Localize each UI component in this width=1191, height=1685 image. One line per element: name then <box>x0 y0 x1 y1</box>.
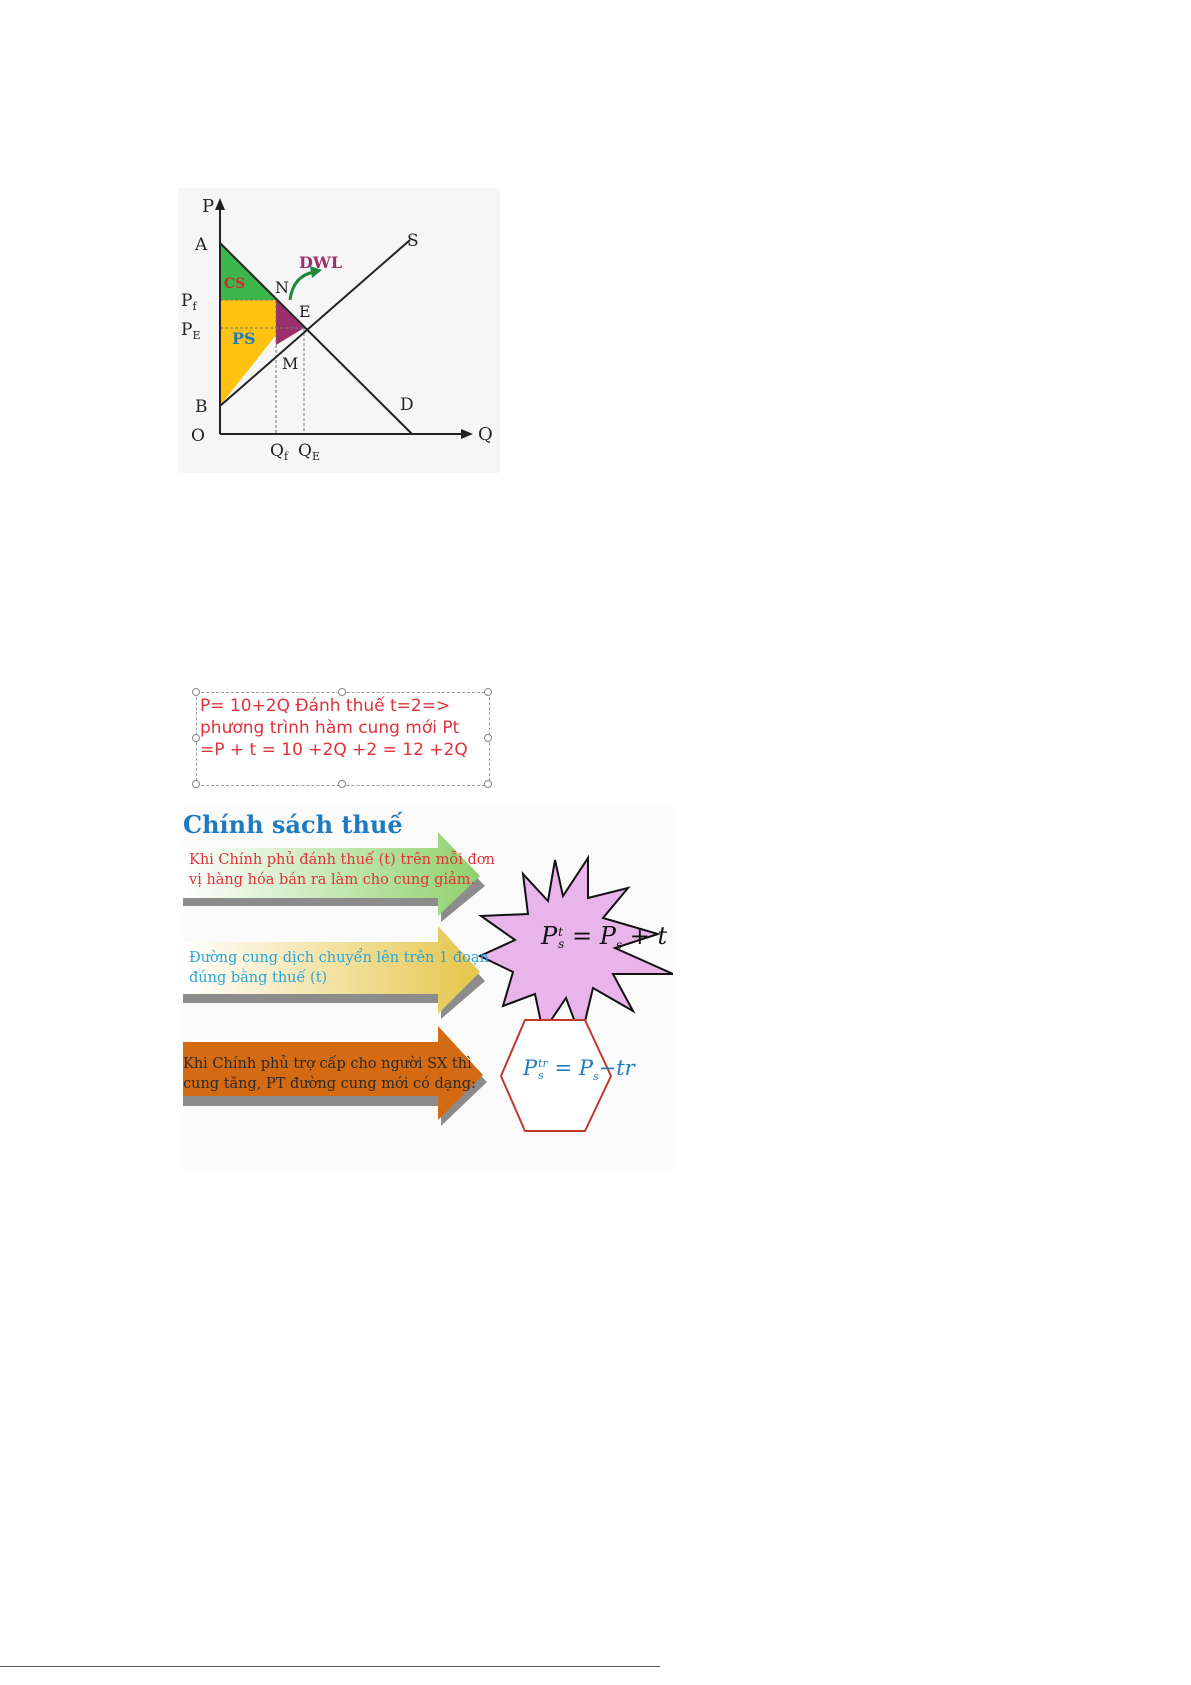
point-a-label: A <box>195 235 208 255</box>
supply-demand-graph <box>178 188 500 473</box>
slide-title: Chính sách thuế <box>183 810 403 839</box>
resize-handle[interactable] <box>484 780 492 788</box>
resize-handle[interactable] <box>484 734 492 742</box>
qf-label: $Q_f$ <box>270 441 289 463</box>
resize-handle[interactable] <box>338 780 346 788</box>
tax-policy-slide <box>183 806 673 1171</box>
supply-label: S <box>407 231 419 251</box>
resize-handle[interactable] <box>192 734 200 742</box>
page-footer-rule <box>0 1666 660 1667</box>
tax-formula: P t s = $P_s + t$ <box>541 922 668 952</box>
qe-label: $Q_E$ <box>298 441 320 463</box>
point-e-label: E <box>299 302 311 321</box>
pf-label: $P_f$ <box>181 291 197 313</box>
cs-label: CS <box>224 276 246 292</box>
equation-textbox <box>182 672 512 790</box>
resize-handle[interactable] <box>484 688 492 696</box>
resize-handle[interactable] <box>192 688 200 696</box>
ps-label: PS <box>232 329 256 348</box>
arrow-1-line-1: Khi Chính phủ đánh thuế (t) trên mỗi đơn <box>189 852 495 868</box>
axis-p-label: P <box>202 196 215 217</box>
arrow-2-line-2: đúng bằng thuế (t) <box>189 970 328 986</box>
demand-label: D <box>400 395 414 415</box>
point-b-label: B <box>195 397 208 417</box>
arrow-3-line-1: Khi Chính phủ trợ cấp cho người SX thì <box>183 1056 472 1072</box>
arrow-2-line-1: Đường cung dịch chuyển lên trên 1 đoạn <box>189 950 489 966</box>
point-n-label: N <box>275 278 289 297</box>
subsidy-formula: P tr s = $P_s-tr$ <box>523 1056 635 1083</box>
arrow-1-line-2: vị hàng hóa bán ra làm cho cung giảm. <box>189 872 476 888</box>
textbox-line-1: P= 10+2Q Đánh thuế t=2=> <box>200 696 451 716</box>
textbox-line-3: =P + t = 10 +2Q +2 = 12 +2Q <box>200 740 468 760</box>
arrow-2-text <box>189 948 489 988</box>
dwl-label: DWL <box>299 253 343 272</box>
origin-label: O <box>191 426 205 446</box>
textbox-line-2: phương trình hàm cung mới Pt <box>200 718 460 738</box>
axis-q-label: Q <box>478 424 493 445</box>
resize-handle[interactable] <box>338 688 346 696</box>
resize-handle[interactable] <box>192 780 200 788</box>
arrow-1-text <box>189 850 495 890</box>
arrow-3-line-2: cung tăng, PT đường cung mới có dạng: <box>183 1076 476 1092</box>
point-m-label: M <box>282 354 299 373</box>
pe-label: $P_E$ <box>181 320 201 342</box>
arrow-3-text <box>183 1054 476 1094</box>
